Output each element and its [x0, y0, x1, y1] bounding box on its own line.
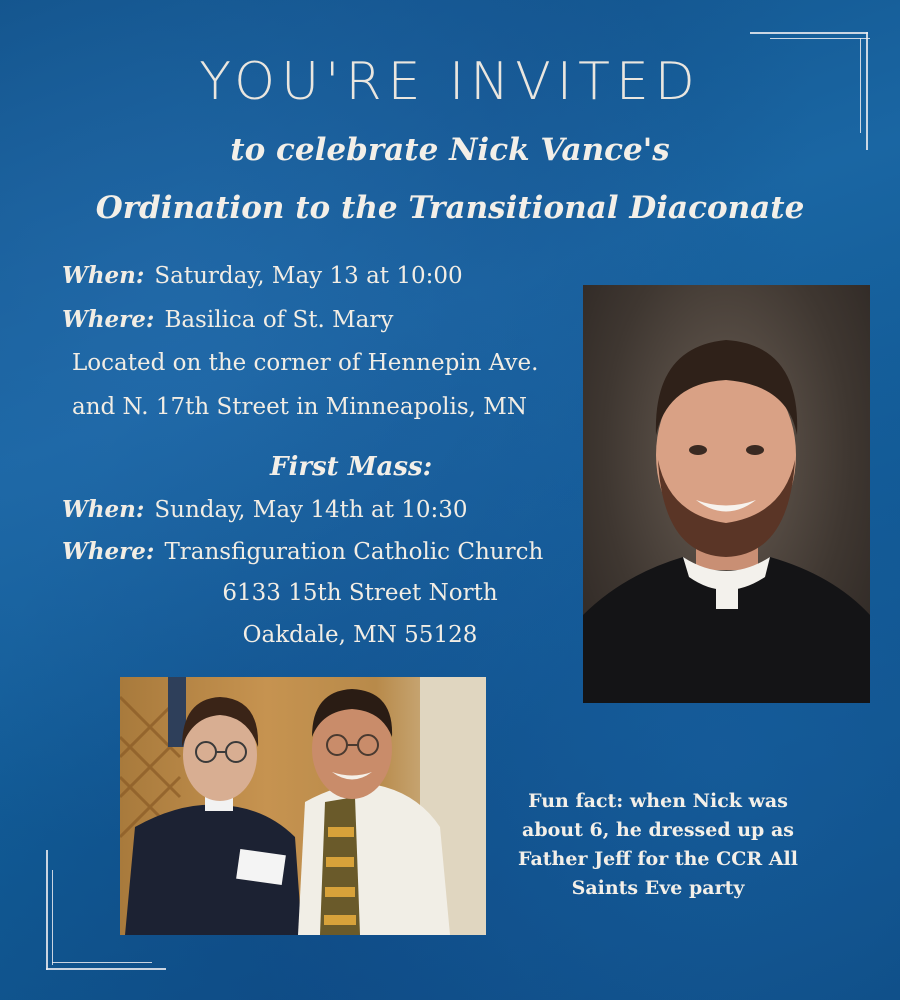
childhood-photo: [120, 677, 486, 935]
first-mass-where-value: Transfiguration Catholic Church: [164, 539, 544, 565]
fun-fact-line4: Saints Eve party: [571, 877, 745, 899]
first-mass-heading: First Mass:: [270, 452, 433, 482]
invite-title: YOU'RE INVITED: [199, 52, 701, 112]
fun-fact-line1: Fun fact: when Nick was: [528, 790, 788, 812]
first-mass-where: [62, 538, 543, 565]
invite-subtitle-line1: to celebrate Nick Vance's: [230, 132, 670, 168]
first-mass-address-line2: Oakdale, MN 55128: [242, 622, 478, 648]
ordination-where-value: Basilica of St. Mary: [164, 307, 394, 333]
first-mass-when: [62, 496, 468, 523]
fun-fact-text: [508, 787, 808, 903]
fun-fact-line2: about 6, he dressed up as: [522, 819, 794, 841]
ordination-where-label: Where:: [62, 306, 155, 333]
ordination-when-value: Saturday, May 13 at 10:00: [154, 263, 463, 289]
ordination-when-label: When:: [62, 262, 145, 289]
first-mass-address-line1: 6133 15th Street North: [222, 580, 498, 606]
ordination-when: [62, 262, 463, 289]
ordination-location-line2: and N. 17th Street in Minneapolis, MN: [72, 394, 527, 420]
invite-subtitle-line2: Ordination to the Transitional Diaconate: [95, 190, 805, 226]
fun-fact-line3: Father Jeff for the CCR All: [518, 848, 798, 870]
portrait-photo: [583, 285, 870, 703]
first-mass-when-label: When:: [62, 496, 145, 523]
first-mass-where-label: Where:: [62, 538, 155, 565]
ordination-location-line1: Located on the corner of Hennepin Ave.: [72, 350, 539, 376]
ordination-where: [62, 306, 393, 333]
first-mass-when-value: Sunday, May 14th at 10:30: [154, 497, 468, 523]
